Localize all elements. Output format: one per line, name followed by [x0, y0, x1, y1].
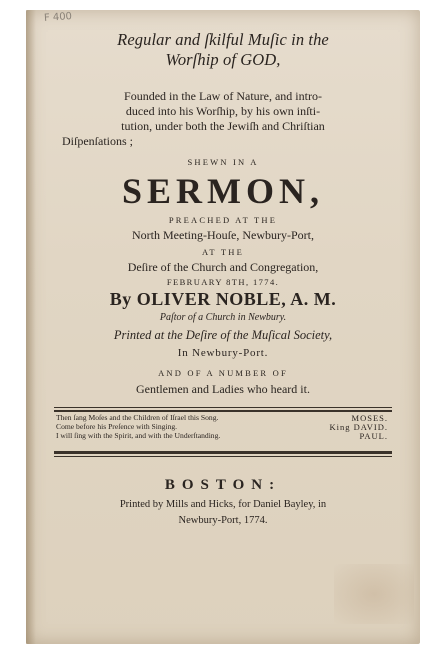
author-line: By OLIVER NOBLE, A. M. [109, 289, 337, 309]
attribution-moses: MOSES. [351, 413, 388, 423]
at-the: AT THE [202, 247, 244, 257]
pastor-line: Paſtor of a Church in Newbury. [159, 312, 287, 323]
epigraph [56, 414, 390, 450]
preached-at-the: PREACHED AT THE [168, 215, 278, 225]
title-line-1: Regular and ſkilful Muſic in the [117, 30, 329, 49]
newbury-port-line: In Newbury-Port. [177, 347, 269, 359]
epigraph-quote-3: I will ſing with the Spirit, and with the Underſtanding. [56, 430, 221, 440]
and-number-of: AND OF A NUMBER OF [158, 368, 288, 378]
shewn-in-a: SHEWN IN A [187, 157, 259, 167]
attribution-david: King DAVID. [329, 422, 388, 432]
subtitle-line-1: Founded in the Law of Nature, and intro- [124, 89, 322, 103]
epigraph-quote-1: Then ſang Moſes and the Children of Iſrael this Song. [56, 413, 219, 422]
gentlemen-ladies-line: Gentlemen and Ladies who heard it. [136, 382, 310, 396]
meeting-house-line: North Meeting-Houſe, Newbury-Port, [132, 228, 314, 242]
imprint-line-2: Newbury-Port, 1774. [178, 515, 268, 526]
pencil-note: F 400 [43, 11, 73, 24]
title-page-content [26, 10, 420, 644]
subtitle-line-4: Diſpenſations ; [62, 134, 133, 148]
sermon-date: FEBRUARY 8TH, 1774. [166, 277, 280, 287]
subtitle-line-2: duced into his Worſhip, by his own inſti- [125, 104, 321, 118]
church-congregation-line: Deſire of the Church and Congregation, [127, 260, 319, 274]
top-rule [54, 407, 392, 408]
epigraph-attributions [292, 414, 388, 441]
epigraph-quotes [56, 414, 296, 440]
printed-desire-line: Printed at the Deſire of the Muſical Society, [113, 328, 333, 342]
title-line-2: Worſhip of GOD, [165, 50, 281, 69]
attribution-paul: PAUL. [359, 431, 388, 441]
subtitle-line-3: tution, under both the Jewiſh and Chriſtian [121, 119, 325, 133]
imprint-city: BOSTON: [164, 477, 282, 493]
imprint-line-1: Printed by Mills and Hicks, for Daniel Bayley, in [119, 499, 327, 510]
sermon-heading: SERMON, [121, 171, 324, 211]
epigraph-quote-2: Come before his Preſence with Singing. [56, 421, 178, 431]
bottom-rule [54, 451, 392, 454]
title-page [26, 10, 420, 644]
